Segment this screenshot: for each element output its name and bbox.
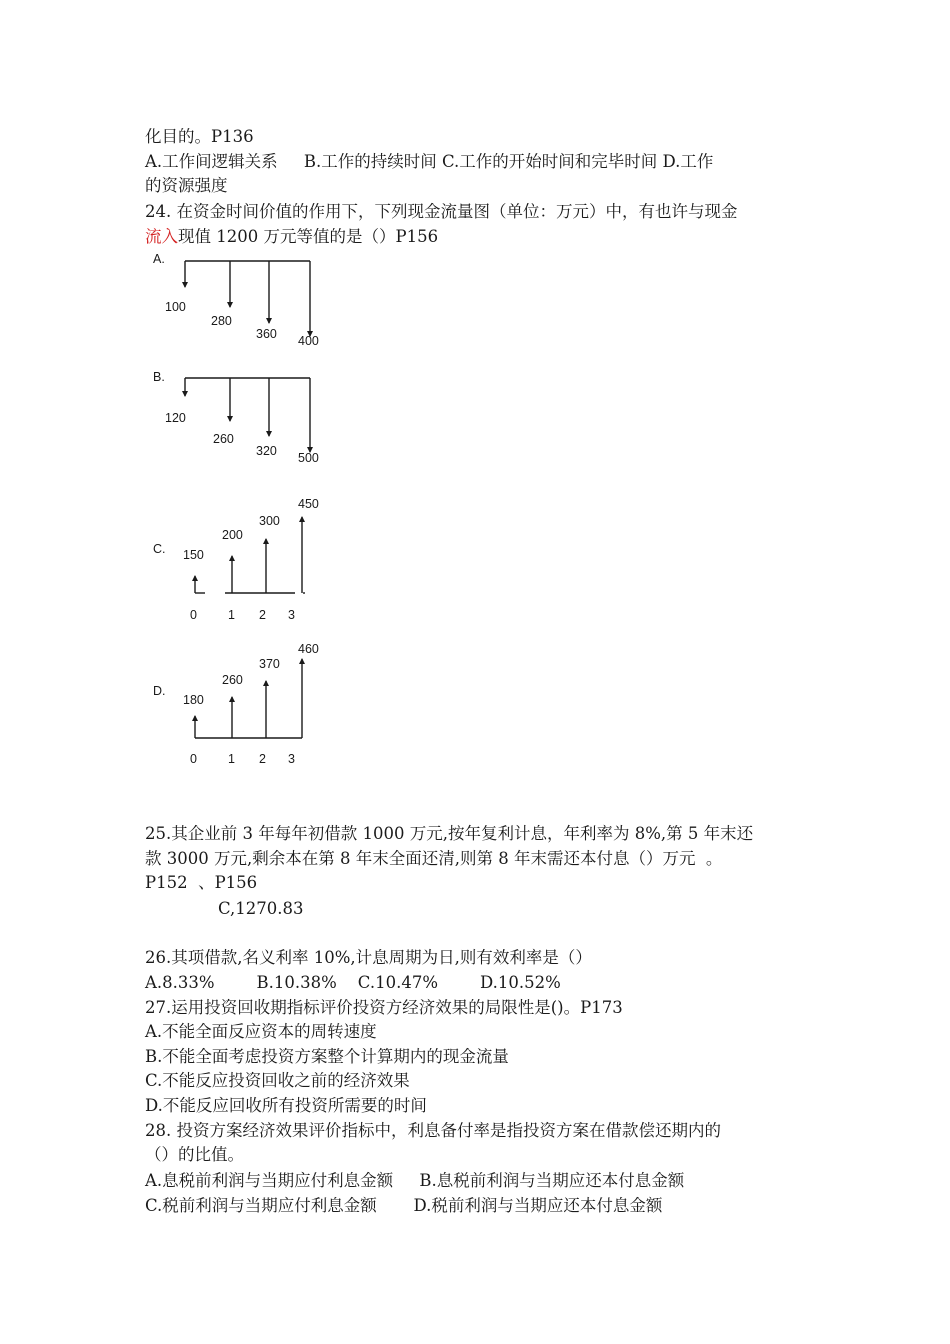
cash-flow-value: 100 (165, 300, 186, 314)
options-cd: C.税前利润与当期应付利息金额 D.税前利润与当期应还本付息金额 (145, 1196, 663, 1215)
question-26-options: A.8.33% B.10.38% C.10.47% D.10.52% (145, 973, 561, 992)
question-28-cont: （）的比值。 (145, 1145, 244, 1164)
question-25-ref: P152 、P156 (145, 873, 258, 892)
cash-flow-diagram-d (145, 637, 345, 772)
period-label: 3 (288, 608, 295, 622)
cash-flow-value: 450 (298, 497, 319, 511)
cash-flow-diagram-b (145, 368, 345, 468)
cash-flow-value: 260 (222, 673, 243, 687)
text-line: 的资源强度 (145, 176, 228, 195)
cash-flow-value: 400 (298, 334, 319, 348)
diagram-label: A. (153, 252, 165, 266)
text-line: A.工作间逻辑关系 B.工作的持续时间 C.工作的开始时间和完毕时间 D.工作 (145, 152, 714, 171)
period-label: 2 (259, 752, 266, 766)
cash-flow-value: 260 (213, 432, 234, 446)
cash-flow-value: 460 (298, 642, 319, 656)
cash-flow-value: 500 (298, 451, 319, 465)
cash-flow-diagram-a (145, 250, 345, 350)
period-label: 2 (259, 608, 266, 622)
options-ab: A.息税前利润与当期应付利息金额 B.息税前利润与当期应还本付息金额 (145, 1171, 685, 1190)
period-label: 1 (228, 608, 235, 622)
cash-flow-value: 280 (211, 314, 232, 328)
answer-25: C,1270.83 (218, 899, 304, 918)
question-28: 28. 投资方案经济效果评价指标中，利息备付率是指投资方案在借款偿还期内的 (145, 1121, 721, 1140)
cash-flow-value: 180 (183, 693, 204, 707)
cash-flow-value: 150 (183, 548, 204, 562)
cash-flow-value: 360 (256, 327, 277, 341)
cash-flow-value: 370 (259, 657, 280, 671)
period-label: 3 (288, 752, 295, 766)
period-label: 0 (190, 752, 197, 766)
highlight-red: 流入 (145, 227, 178, 246)
option-a: A.不能全面反应资本的周转速度 (145, 1022, 377, 1041)
question-24: 24. 在资金时间价值的作用下，下列现金流量图（单位：万元）中，有也许与现金 (145, 202, 738, 221)
question-24-cont: 流入现值 1200 万元等值的是（）P156 (145, 227, 439, 246)
text-line: 化目的。P136 (145, 127, 254, 146)
option-b: B.不能全面考虑投资方案整个计算期内的现金流量 (145, 1047, 509, 1066)
cash-flow-value: 120 (165, 411, 186, 425)
question-25: 25.其企业前 3 年每年初借款 1000 万元,按年复利计息，年利率为 8%,第 5 年末还 (145, 824, 754, 843)
cash-flow-value: 320 (256, 444, 277, 458)
option-d: D.不能反应回收所有投资所需要的时间 (145, 1096, 427, 1115)
cash-flow-value: 300 (259, 514, 280, 528)
diagram-label: B. (153, 370, 165, 384)
cash-flow-diagram-c (145, 492, 345, 627)
question-25-cont: 款 3000 万元,剩余本在第 8 年末全面还清,则第 8 年末需还本付息（）万元 。 (145, 849, 723, 868)
period-label: 1 (228, 752, 235, 766)
question-27: 27.运用投资回收期指标评价投资方经济效果的局限性是()。P173 (145, 998, 623, 1017)
question-26: 26.其项借款,名义利率 10%,计息周期为日,则有效利率是（） (145, 948, 592, 967)
cash-flow-value: 200 (222, 528, 243, 542)
option-c: C.不能反应投资回收之前的经济效果 (145, 1071, 410, 1090)
diagram-label: C. (153, 542, 166, 556)
period-label: 0 (190, 608, 197, 622)
diagram-label: D. (153, 684, 166, 698)
